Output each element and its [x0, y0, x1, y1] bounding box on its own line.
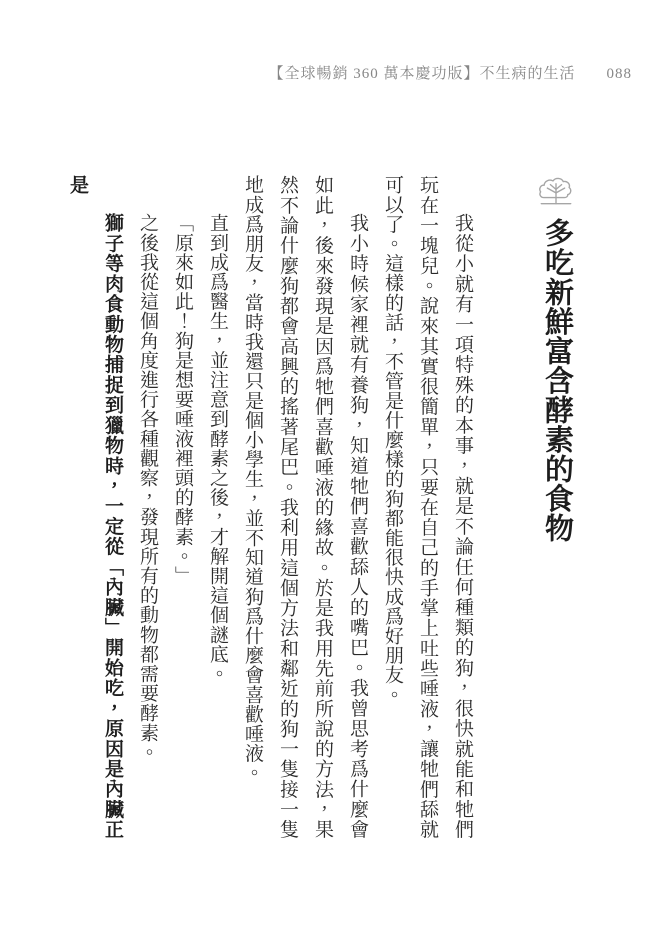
body-text: [60, 175, 480, 839]
page-header: [268, 62, 632, 83]
chapter-title: 多吃新鮮富含酵素的食物: [541, 218, 573, 543]
page-number: 088: [606, 66, 632, 82]
body-paragraph: 「原來如此！狗是想要唾液裡頭的酵素。」: [172, 213, 193, 586]
running-head: 【全球暢銷 360 萬本慶功版】不生病的生活: [268, 66, 576, 82]
body-paragraph: 我從小就有一項特殊的本事，就是不論任何種類的狗，很快就能和牠們玩在一塊兒。說來其實很簡單，只要在自己的手掌上吐些唾液，讓牠們舔就可以了。這樣的話，不管是什麼樣的狗都能很快成爲好朋友。: [382, 175, 473, 839]
body-paragraph: 之後我從這個角度進行各種觀察，發現所有的動物都需要酵素。: [137, 213, 158, 762]
body-paragraph: 直到成爲醫生，並注意到酵素之後，才解開這個謎底。: [207, 213, 228, 684]
body-paragraph-emphasis: 獅子等肉食動物捕捉到獵物時，一定從「內臟」開始吃，原因是內臟正是: [67, 175, 123, 839]
tree-icon: [537, 175, 575, 209]
body-paragraph: 我小時候家裡就有養狗，知道牠們喜歡舔人的嘴巴。我曾思考爲什麼會如此，後來發現是因爲牠們喜歡唾液的緣故。於是我用先前所說的方法，果然不論什麼狗都會高興的搖著尾巴。我利用這個方法和鄰近的狗一隻接一隻地成爲朋友，當時我還只是個小學生，並不知道狗爲什麼會喜歡唾液。: [242, 175, 368, 839]
